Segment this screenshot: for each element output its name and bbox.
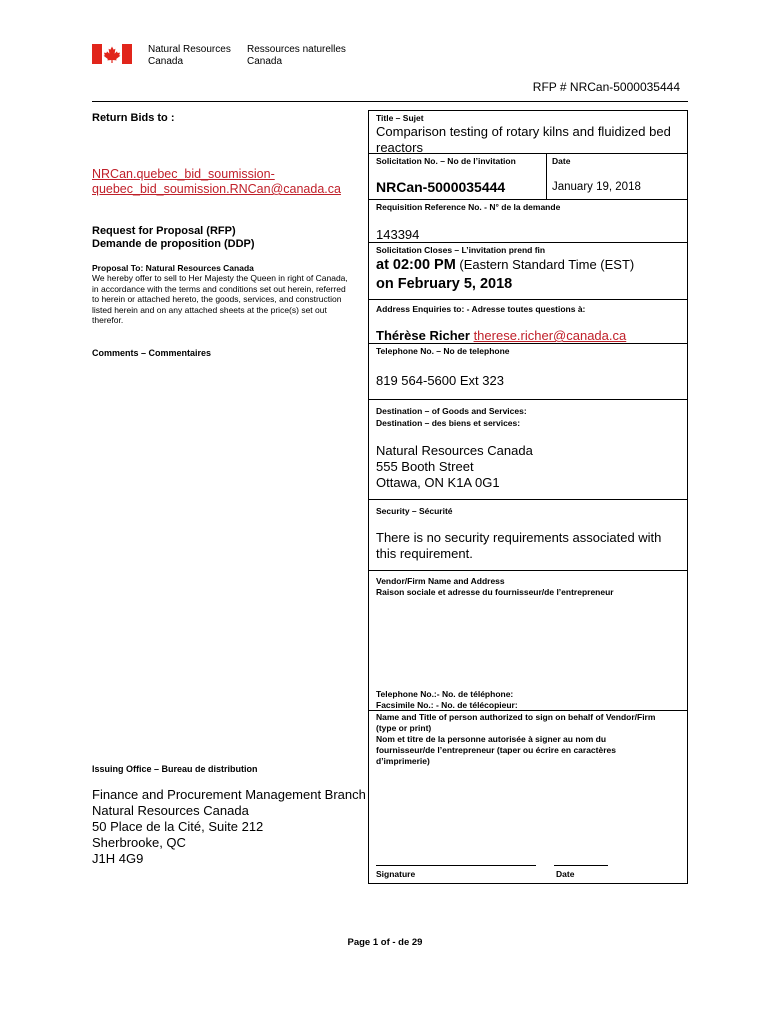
canada-flag-icon <box>92 44 132 64</box>
rfp-title: Request for Proposal (RFP) Demande de proposition (DDP) <box>92 225 255 250</box>
solicitation-number: NRCan-5000035444 <box>376 179 506 195</box>
closes-time: at 02:00 PM (Eastern Standard Time (EST) <box>376 257 635 273</box>
proposal-text: We hereby offer to sell to Her Majesty the Queen in right of Canada, in accordance with the terms and conditions set out herein, referred to herein or attached hereto, the goods, services, and construction listed herein and on any attached sheets at the price(s) set out therefor. <box>92 273 348 325</box>
row-divider <box>368 299 688 300</box>
row-divider <box>368 499 688 500</box>
enquiries-label: Address Enquiries to: - Adresse toutes questions à: <box>376 304 586 314</box>
department-name-en: Natural Resources Canada <box>148 44 231 67</box>
sign-date-label: Date <box>556 869 575 879</box>
return-bids-label: Return Bids to : <box>92 112 175 124</box>
page-number: Page 1 of - de 29 <box>347 937 423 948</box>
telephone-number: 819 564-5600 Ext 323 <box>376 373 504 388</box>
rfp-number: RFP # NRCan-5000035444 <box>532 80 680 94</box>
sign-date-line <box>554 865 608 866</box>
issuing-office-address: Finance and Procurement Management Branch Natural Resources Canada 50 Place de la Cité, Suite 212 Sherbrooke, QC J1H 4G9 <box>92 787 366 866</box>
department-name-fr: Ressources naturelles Canada <box>247 44 346 67</box>
title-value: Comparison testing of rotary kilns and fluidized bed reactors <box>376 124 671 155</box>
comments-label: Comments – Commentaires <box>92 348 212 358</box>
row-divider <box>368 343 688 344</box>
issuing-office-label: Issuing Office – Bureau de distribution <box>92 764 258 774</box>
destination-label: Destination – of Goods and Services: Destination – des biens et services: <box>376 406 527 428</box>
title-label: Title – Sujet <box>376 113 424 123</box>
solicitation-label: Solicitation No. – No de l’invitation <box>376 156 516 166</box>
requisition-label: Requisition Reference No. - N° de la demande <box>376 202 561 212</box>
proposal-to: Proposal To: Natural Resources Canada <box>92 263 254 273</box>
signature-label: Signature <box>376 869 416 879</box>
closes-date: on February 5, 2018 <box>376 276 513 292</box>
signature-line <box>376 865 536 866</box>
contact-name: Thérèse Richer <box>376 328 470 343</box>
solicitation-date: January 19, 2018 <box>552 181 641 193</box>
requisition-number: 143394 <box>376 227 420 242</box>
row-divider <box>368 570 688 571</box>
contact <box>376 328 626 343</box>
telephone-label: Telephone No. – No de telephone <box>376 346 510 356</box>
destination-address: Natural Resources Canada 555 Booth Street Ottawa, ON K1A 0G1 <box>376 443 533 490</box>
security-label: Security – Sécurité <box>376 506 453 516</box>
return-bids-email[interactable]: NRCan.quebec_bid_soumission- quebec_bid_soumission.RNCan@canada.ca <box>92 167 341 196</box>
vendor-label: Vendor/Firm Name and Address Raison sociale et adresse du fournisseur/de l’entrepreneur <box>376 576 614 597</box>
column-divider <box>546 153 547 199</box>
date-label: Date <box>552 156 571 166</box>
row-divider <box>368 153 688 154</box>
row-divider <box>368 399 688 400</box>
security-text: There is no security requirements associated with this requirement. <box>376 530 662 561</box>
row-divider <box>368 242 688 243</box>
row-divider <box>368 710 688 711</box>
vendor-phone-fax: Telephone No.:- No. de téléphone: Facsimile No.: - No. de télécopieur: <box>376 689 518 710</box>
closes-label: Solicitation Closes – L’invitation prend fin <box>376 245 546 255</box>
header-divider <box>92 101 688 102</box>
row-divider <box>368 199 688 200</box>
contact-email[interactable]: therese.richer@canada.ca <box>473 328 627 343</box>
authorized-person-label: Name and Title of person authorized to sign on behalf of Vendor/Firm (type or print) Nom et titre de la personne autorisée à signer au nom du fournisseur/de l’entrepreneur (taper ou écrire en caractères d’imprimerie) <box>376 712 656 766</box>
